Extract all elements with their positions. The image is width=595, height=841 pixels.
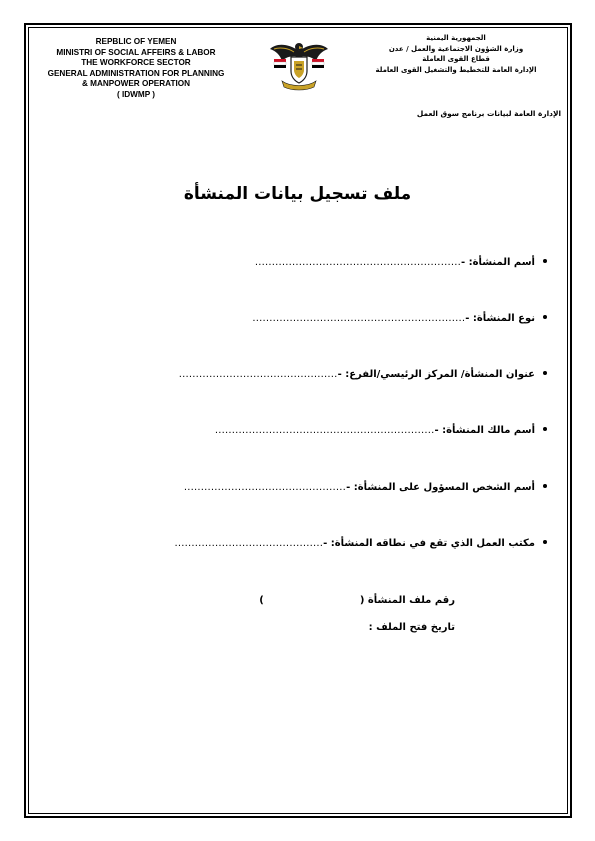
- field-labor-office[interactable]: [174, 538, 547, 549]
- field-fill-line[interactable]: ...............................................: [178, 369, 338, 380]
- field-fill-line[interactable]: ................................................: [183, 482, 347, 493]
- header-ar-line: قطاع القوى العاملة: [422, 55, 490, 63]
- header-ar-line: وزارة الشؤون الاجتماعية والعمل / عدن: [388, 44, 524, 53]
- file-number[interactable]: [259, 595, 455, 606]
- bullet-icon: [543, 315, 547, 319]
- field-responsible-person[interactable]: [184, 482, 547, 493]
- header-en-line: THE WORKFORCE SECTOR: [81, 58, 191, 68]
- field-fill-line[interactable]: .................................................................: [214, 425, 435, 436]
- header-arabic: [351, 33, 561, 75]
- field-fill-line[interactable]: .............................................................: [254, 257, 461, 268]
- field-label: نوع المنشأة: -: [465, 313, 535, 324]
- header-en-line: REPBLIC OF YEMEN: [95, 37, 177, 46]
- field-label: عنوان المنشأة/ المركز الرئيسي/الفرع: -: [337, 369, 535, 380]
- field-owner-name[interactable]: [215, 425, 547, 436]
- field-establishment-type[interactable]: [252, 313, 547, 324]
- field-label: أسم مالك المنشأة: -: [434, 425, 535, 436]
- bullet-icon: [543, 484, 547, 488]
- file-number-label: رقم ملف المنشأة (: [359, 595, 455, 606]
- bullet-icon: [543, 540, 547, 544]
- field-label: أسم الشخص المسؤول على المنشأة: -: [346, 482, 535, 493]
- field-establishment-address[interactable]: [179, 369, 547, 380]
- page-border-inner: [28, 27, 568, 814]
- header-ar-line: الإدارة العامة للتخطيط والتشغيل القوى العاملة: [375, 65, 537, 74]
- page-title: ملف تسجيل بيانات المنشأة: [183, 184, 412, 204]
- bullet-icon: [543, 427, 547, 431]
- bullet-icon: [543, 259, 547, 263]
- file-open-date[interactable]: [369, 622, 455, 633]
- yemen-eagle-emblem-icon: [268, 37, 330, 93]
- file-number-close: ): [259, 595, 264, 606]
- field-fill-line[interactable]: ............................................: [174, 538, 324, 549]
- field-fill-line[interactable]: ...............................................................: [252, 313, 466, 324]
- header-en-line: ( IDWMP ): [116, 89, 156, 99]
- header-en-line: MINISTRI OF SOCIAL AFFEIRS & LABOR: [56, 47, 216, 57]
- header-en-line: & MANPOWER OPERATION: [81, 79, 191, 89]
- header-ar-line: الجمهورية اليمنية: [426, 34, 486, 42]
- field-label: مكتب العمل الذي تقع في نطاقه المنشأة: -: [323, 538, 535, 549]
- header-english: [26, 37, 246, 101]
- header-en-line: GENERAL ADMINISTRATION FOR PLANNING: [47, 68, 225, 78]
- field-establishment-name[interactable]: [255, 257, 547, 268]
- field-label: أسم المنشأة: -: [460, 257, 535, 268]
- header-ar-department: الإدارة العامة لبيانات برنامج سوق العمل: [416, 109, 561, 118]
- bullet-icon: [543, 371, 547, 375]
- file-date-label: تاريخ فتح الملف :: [368, 622, 455, 633]
